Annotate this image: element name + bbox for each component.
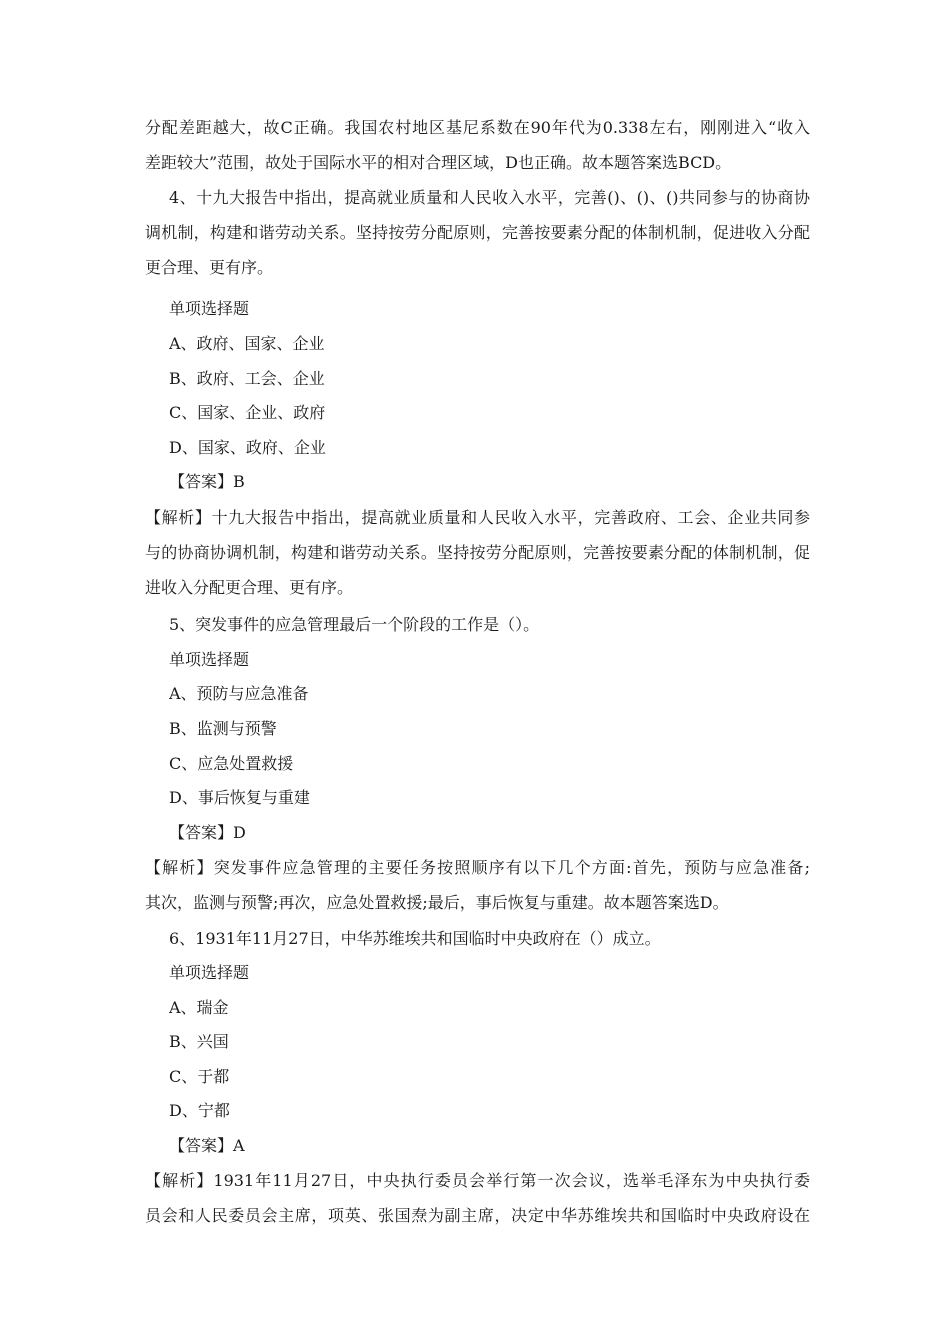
text-line: 差距较大”范围，故处于国际水平的相对合理区域，D也正确。故本题答案选BCD。 bbox=[145, 153, 732, 172]
text-line: 其次，监测与预警;再次，应急处置救援;最后，事后恢复与重建。故本题答案选D。 bbox=[145, 893, 729, 912]
option-d: D、宁都 bbox=[169, 1101, 230, 1120]
explanation: 【解析】1931年11月27日，中央执行委员会举行第一次会议，选举毛泽东为中央执行委 bbox=[145, 1171, 810, 1190]
explanation: 【解析】突发事件应急管理的主要任务按照顺序有以下几个方面:首先，预防与应急准备; bbox=[145, 858, 810, 877]
option-b: B、兴国 bbox=[169, 1032, 229, 1051]
text-line: 进收入分配更合理、更有序。 bbox=[145, 578, 354, 597]
question-6-stem: 6、1931年11月27日，中华苏维埃共和国临时中央政府在（）成立。 bbox=[169, 929, 661, 948]
question-5-stem: 5、突发事件的应急管理最后一个阶段的工作是（）。 bbox=[169, 615, 540, 634]
option-b: B、监测与预警 bbox=[169, 719, 277, 738]
text-line: 员会和人民委员会主席，项英、张国焘为副主席，决定中华苏维埃共和国临时中央政府设在 bbox=[145, 1206, 810, 1225]
question-type: 单项选择题 bbox=[169, 963, 250, 982]
option-c: C、应急处置救援 bbox=[169, 754, 294, 773]
option-a: A、政府、国家、企业 bbox=[169, 334, 325, 353]
option-a: A、预防与应急准备 bbox=[169, 684, 309, 703]
option-d: D、国家、政府、企业 bbox=[169, 438, 326, 457]
text-line: 与的协商协调机制，构建和谐劳动关系。坚持按劳分配原则，完善按要素分配的体制机制，促 bbox=[145, 543, 810, 562]
explanation: 【解析】十九大报告中指出，提高就业质量和人民收入水平，完善政府、工会、企业共同参 bbox=[145, 508, 810, 527]
option-c: C、国家、企业、政府 bbox=[169, 403, 326, 422]
question-type: 单项选择题 bbox=[169, 650, 250, 669]
option-b: B、政府、工会、企业 bbox=[169, 369, 325, 388]
question-4-stem: 4、十九大报告中指出，提高就业质量和人民收入水平，完善()、()、()共同参与的协商协 bbox=[169, 188, 810, 207]
option-c: C、于都 bbox=[169, 1067, 230, 1086]
answer: 【答案】B bbox=[169, 472, 245, 491]
answer: 【答案】A bbox=[169, 1136, 245, 1155]
text-line: 调机制，构建和谐劳动关系。坚持按劳分配原则，完善按要素分配的体制机制，促进收入分配 bbox=[145, 223, 810, 242]
text-line: 更合理、更有序。 bbox=[145, 258, 274, 277]
question-type: 单项选择题 bbox=[169, 299, 250, 318]
answer: 【答案】D bbox=[169, 823, 246, 842]
option-d: D、事后恢复与重建 bbox=[169, 788, 310, 807]
option-a: A、瑞金 bbox=[169, 998, 229, 1017]
text-line: 分配差距越大，故C正确。我国农村地区基尼系数在90年代为0.338左右，刚刚进入“收入 bbox=[145, 118, 810, 137]
